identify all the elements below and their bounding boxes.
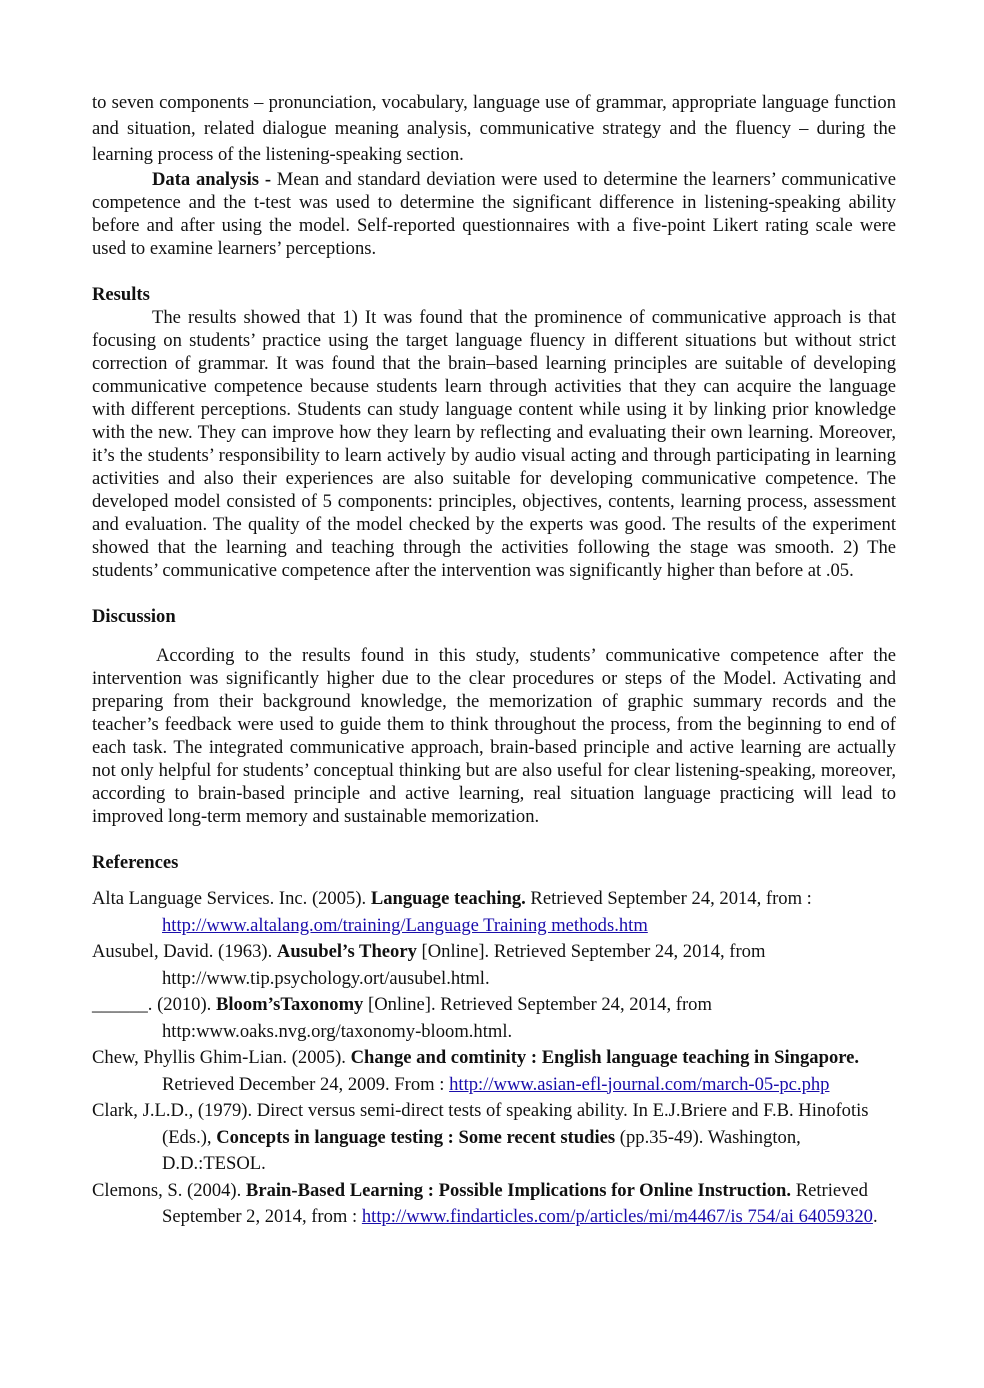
- references-heading: References: [92, 852, 179, 873]
- results-heading: Results: [92, 284, 150, 305]
- data-analysis-text: Mean and standard deviation were used to determine the learners’ communicative competence and the t-test was used to determine the significant difference in listening-speaking ability before and after using the model. Self-reported questionnaires with a five-point Likert rating scale were used to examine learners’ perceptions.: [92, 169, 896, 259]
- results-paragraph: The results showed that 1) It was found that the prominence of communicative approach is that focusing on students’ practice using the target language fluency in different situations but without strict correction of grammar. It was found that the brain–based learning principles are suitable of developing communicative competence because students learn through activities that they can acquire the language with different perceptions. Students can study language content while using it by linking prior knowledge with the new. They can improve how they learn by reflecting and evaluating their own learning. Moreover, it’s the students’ responsibility to learn actively by audio visual acting and through participating in learning activities and also their experiences are also suitable for developing communicative competence. The developed model consisted of 5 components: principles, objectives, contents, learning process, assessment and evaluation. The quality of the model checked by the experts was good. The results of the experiment showed that the learning and teaching through the activities following the stage was smooth. 2) The students’ communicative competence after the intervention was significantly higher than before at .05.: [92, 307, 896, 581]
- discussion-heading: Discussion: [92, 606, 176, 627]
- reference-list: [92, 886, 896, 1231]
- data-analysis-label: Data analysis -: [152, 169, 272, 190]
- reference-item: Alta Language Services. Inc. (2005). Language teaching. Retrieved September 24, 2014, from : http://www.altalang.om/training/Language Training methods.htm: [92, 888, 812, 936]
- reference-item: Clemons, S. (2004). Brain-Based Learning : Possible Implications for Online Instruction. Retrieved September 2, 2014, from : http://www.findarticles.com/p/articles/mi/m4467/is 754/ai 64059320.: [92, 1179, 878, 1227]
- discussion-paragraph: According to the results found in this study, students’ communicative competence after the intervention was significantly higher due to the clear procedures or steps of the Model. Activating and preparing from their background knowledge, the memorization of graphic summary records and the teacher’s feedback were used to guide them to think throughout the process, from the beginning to end of each task. The integrated communicative approach, brain-based principle and active learning are actually not only helpful for students’ conceptual thinking but are also useful for clear listening-speaking, moreover, according to brain-based principle and active learning, real situation language practicing will lead to improved long-term memory and sustainable memorization.: [92, 645, 896, 827]
- reference-link[interactable]: http://www.altalang.om/training/Language Training methods.htm: [162, 914, 648, 936]
- reference-item: ______. (2010). Bloom’sTaxonomy [Online]. Retrieved September 24, 2014, from http:www.oaks.nvg.org/taxonomy-bloom.html.: [92, 994, 712, 1042]
- reference-item: Ausubel, David. (1963). Ausubel’s Theory [Online]. Retrieved September 24, 2014, from http://www.tip.psychology.ort/ausubel.html.: [92, 941, 766, 989]
- reference-link[interactable]: http://www.findarticles.com/p/articles/mi/m4467/is 754/ai 64059320: [361, 1206, 873, 1227]
- document-page: [92, 90, 896, 1231]
- data-analysis-paragraph: [92, 168, 896, 260]
- reference-item: Clark, J.L.D., (1979). Direct versus semi-direct tests of speaking ability. In E.J.Briere and F.B. Hinofotis (Eds.), Concepts in language testing : Some recent studies (pp.35-49). Washington, D.D.:TESOL.: [92, 1100, 869, 1174]
- reference-link[interactable]: http://www.asian-efl-journal.com/march-05-pc.php: [449, 1073, 830, 1095]
- intro-paragraph: to seven components – pronunciation, vocabulary, language use of grammar, appropriate language function and situation, related dialogue meaning analysis, communicative strategy and the fluency – during the learning process of the listening-speaking section.: [92, 92, 896, 165]
- reference-item: Chew, Phyllis Ghim-Lian. (2005). Change and comtinity : English language teaching in Singapore. Retrieved December 24, 2009. From : http://www.asian-efl-journal.com/march-05-pc.php: [92, 1047, 860, 1095]
